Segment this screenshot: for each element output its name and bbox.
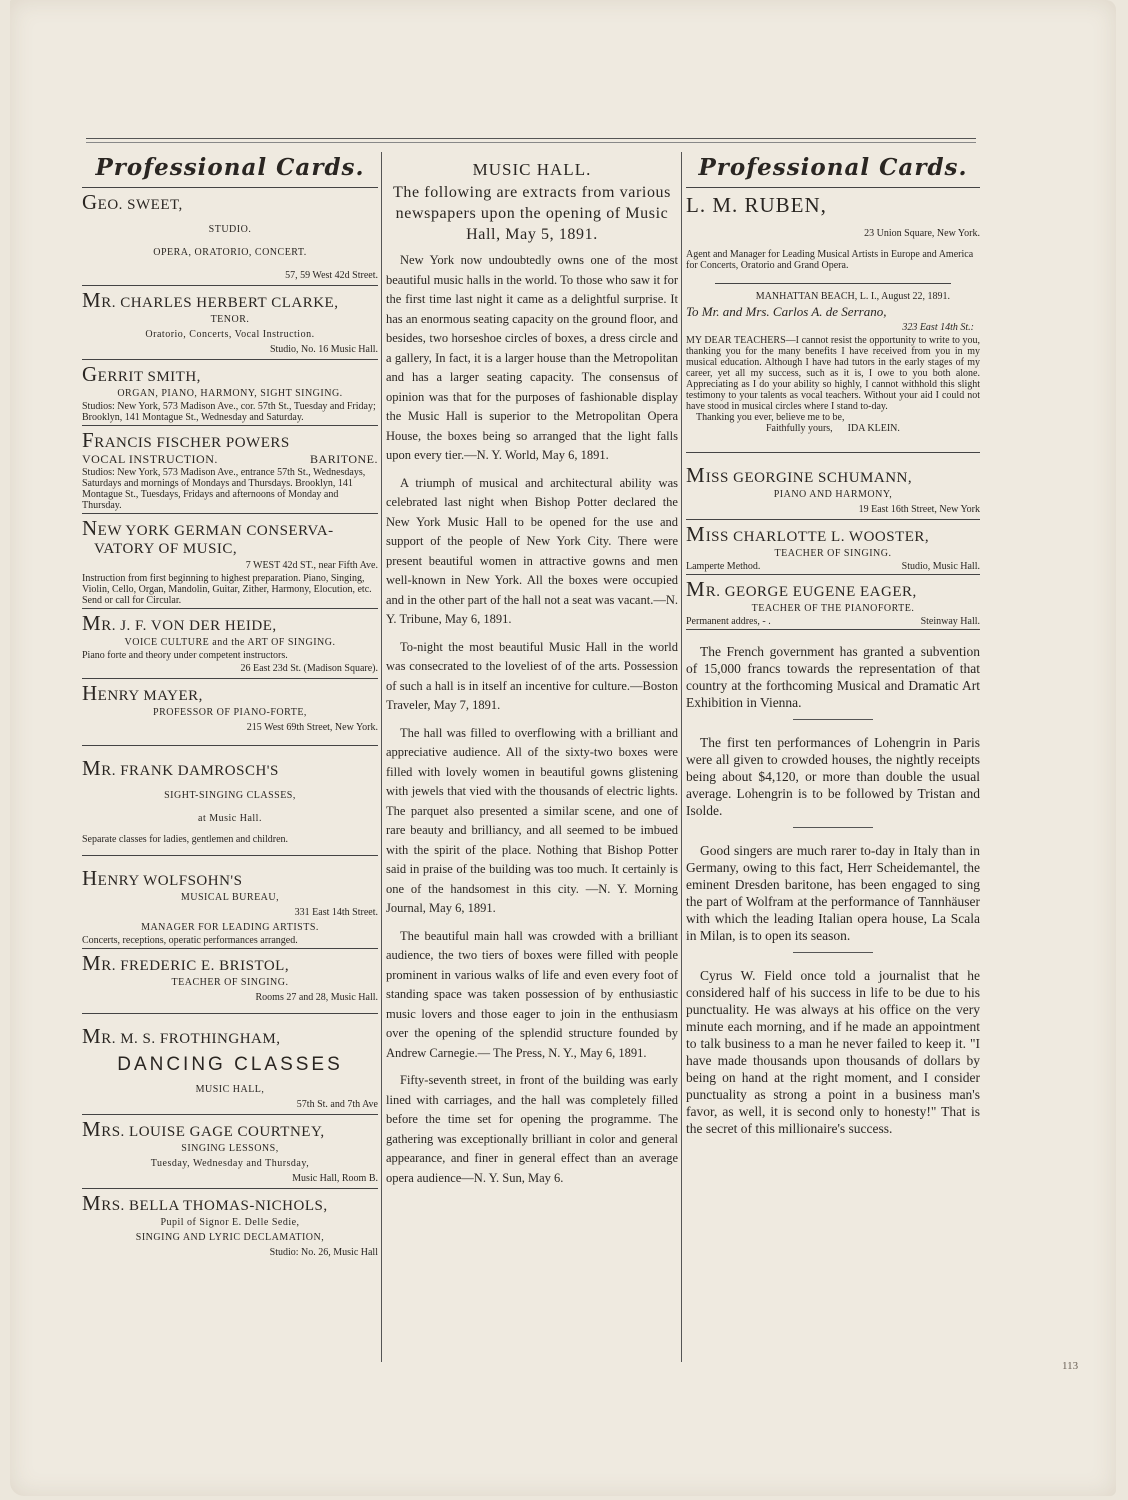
separator xyxy=(793,719,873,720)
top-rule-2 xyxy=(86,142,976,143)
letter: MANHATTAN BEACH, L. I., August 22, 1891. To Mr. and Mrs. Carlos A. de Serrano, 323 East 14th St.: MY DEAR TEACHERS—I cannot resist the opportunity to write to you, thanking you for the many benefits I have received from you in my musical education. Although I have had tutors in the early stages of my career, yet all my success, such as it is, I owe to you both alone. Appreciating as I do your ability so highly, I cannot withhold this slight testimony to your talents as vocal teachers. Without your aid I could not have stood in musical circles where I stand to-day. Thanking you ever, believe me to be, Faithfully yours, IDA KLEIN. xyxy=(686,291,980,434)
divider xyxy=(82,1114,378,1115)
card-conservatory: NEW YORK GERMAN CONSERVA- VATORY OF MUSIC, 7 WEST 42d ST., near Fifth Ave. Instruction from first beginning to highest preparation. Piano, Singing, Violin, Cello, Organ, Mandolin, Guitar, Zither, Harmony, Elocution, etc. Send or call for Circular. xyxy=(82,516,378,606)
right-heading: Professional Cards. xyxy=(698,154,968,181)
card-wolfsohn: HENRY WOLFSOHN'S MUSICAL BUREAU, 331 East 14th Street. MANAGER FOR LEADING ARTISTS. Concerts, receptions, operatic performances arranged. xyxy=(82,866,378,946)
divider xyxy=(686,629,980,630)
news-item-french: The French government has granted a subvention of 15,000 francs towards the representation of that country at the forthcoming Musical and Dramatic Art Exhibition in Vienna. xyxy=(686,644,980,710)
divider xyxy=(686,452,980,453)
divider xyxy=(82,948,378,949)
extract-world: New York now undoubtedly owns one of the most beautiful music halls in the world. To those who saw it for the first time last night it came as a delightful surprise. It has an enormous seating capacity on the ground floor, and besides, two horseshoe circles of boxes, a dress circle and a gallery, In fact, it is a larger house than the Metropolitan and has a larger seating capacity. The consensus of opinion was that for the purposes of fashionable display the Music Hall is superior to the Metropolitan Opera House, the boxes being so arranged that the light falls upon every tier.—N. Y. World, May 6, 1891. xyxy=(386,253,678,462)
extract-boston: To-night the most beautiful Music Hall in the world was consecrated to the loveliest of of the arts. Possession of such a hall is in itself an incentive for culture.—Boston Traveler, May 7, 1891. xyxy=(386,639,678,712)
card-wooster: MISS CHARLOTTE L. WOOSTER, TEACHER OF SINGING. Lamperte Method. Studio, Music Hall. xyxy=(686,522,980,572)
card-schumann: MISS GEORGINE SCHUMANN, PIANO AND HARMONY, 19 East 16th Street, New York xyxy=(686,463,980,515)
divider xyxy=(82,745,378,746)
top-rule xyxy=(86,138,976,139)
extract-tribune: A triumph of musical and architectural ability was celebrated last night when Bishop Potter declared the New York Music Hall to be opened for the use and support of the people of New York City. There were present beautiful women in attractive gowns and men well-known in New York. All the boxes were occupied and in the other part of the hall not a seat was vacant.—N. Y. Tribune, May 6, 1891. xyxy=(386,475,678,626)
card-nichols: MRS. BELLA THOMAS-NICHOLS, Pupil of Signor E. Delle Sedie, SINGING AND LYRIC DECLAMATION, Studio: No. 26, Music Hall xyxy=(82,1191,378,1258)
column-divider-1 xyxy=(381,152,382,1362)
divider xyxy=(82,1188,378,1189)
divider xyxy=(82,425,378,426)
divider xyxy=(686,519,980,520)
right-column xyxy=(686,150,980,1143)
news-item-field: Cyrus W. Field once told a journalist that he considered half of his success in life to be due to his punctuality. He was always at his office on the very minute each morning, and if he made an appointment to talk business to a man he never failed to keep it. "I have made thousands upon thousands of dollars by being on hand at the right moment, and I consider punctuality as strong a point in a business man's favor, as well, it is second only to honesty!" That is the secret of this millionaire's success. xyxy=(686,968,980,1136)
news-item-singers: Good singers are much rarer to-day in Italy than in Germany, owing to this fact, Herr Scheidemantel, the eminent Dresden baritone, has been engaged to sing the part of Wolfram at the performance of Tannhäuser with which the leading Italian opera house, La Scala in Milan, is to open its season. xyxy=(686,843,980,943)
left-heading: Professional Cards. xyxy=(95,154,365,181)
divider xyxy=(82,285,378,286)
page-number: 113 xyxy=(1062,1360,1079,1372)
divider xyxy=(82,187,378,188)
card-bristol: MR. FREDERIC E. BRISTOL, TEACHER OF SINGING. Rooms 27 and 28, Music Hall. xyxy=(82,951,378,1003)
card-ruben: L. M. RUBEN, 23 Union Square, New York. Agent and Manager for Leading Musical Artists in Europe and America for Concerts, Oratorio and Grand Opera. xyxy=(686,193,980,271)
middle-column xyxy=(386,150,678,1196)
extract-sun: Fifty-seventh street, in front of the building was early lined with carriages, and the hall was completely filled before the time set for opening the programme. The gathering was exceptionally brilliant in color and general appearance, and finer in general effect than an average opera audience—N. Y. Sun, May 6. xyxy=(386,1073,678,1185)
column-divider-2 xyxy=(681,152,682,1362)
card-courtney: MRS. LOUISE GAGE COURTNEY, SINGING LESSONS, Tuesday, Wednesday and Thursday, Music Hall, Room B. xyxy=(82,1117,378,1184)
article-intro: The following are extracts from various newspapers upon the opening of Music Hall, May 5, 1891. xyxy=(393,184,671,243)
divider xyxy=(82,855,378,856)
card-damrosch: MR. FRANK DAMROSCH'S SIGHT-SINGING CLASSES, at Music Hall. Separate classes for ladies, gentlemen and children. xyxy=(82,756,296,845)
card-mayer: HENRY MAYER, PROFESSOR OF PIANO-FORTE, 215 West 69th Street, New York. xyxy=(82,681,378,733)
separator xyxy=(793,827,873,828)
card-frothingham: MR. M. S. FROTHINGHAM, DANCING CLASSES MUSIC HALL, 57th St. and 7th Ave xyxy=(82,1024,378,1110)
article-title: MUSIC HALL. xyxy=(472,160,592,179)
divider xyxy=(82,359,378,360)
card-eager: MR. GEORGE EUGENE EAGER, TEACHER OF THE PIANOFORTE. Permanent addres, - . Steinway Hall. xyxy=(686,577,980,627)
news-item-lohengrin: The first ten performances of Lohengrin in Paris were all given to crowded houses, the nightly receipts being about $4,120, or more than double the usual average. Lohengrin is to be followed by Tristan and Isolde. xyxy=(686,735,980,818)
divider xyxy=(686,187,980,188)
divider xyxy=(82,1013,378,1014)
divider xyxy=(82,608,378,609)
left-column xyxy=(82,150,378,1260)
divider xyxy=(82,678,378,679)
card-powers: FRANCIS FISCHER POWERS VOCAL INSTRUCTION. BARITONE. Studios: New York, 573 Madison Ave., entrance 57th St., Wednesdays, Saturdays and mornings of Mondays and Thursdays. Brooklyn, 141 Montague St., Tuesdays, Fridays and afternoons of Monday and Thursday. xyxy=(82,428,378,511)
divider xyxy=(686,574,980,575)
divider xyxy=(715,283,950,284)
card-smith: GERRIT SMITH, ORGAN, PIANO, HARMONY, SIGHT SINGING. Studios: New York, 573 Madison Ave., cor. 57th St., Tuesday and Friday; Brooklyn, 141 Montague St., Wednesday and Saturday. xyxy=(82,362,376,423)
card-clarke: MR. CHARLES HERBERT CLARKE, TENOR. Oratorio, Concerts, Vocal Instruction. Studio, No. 16 Music Hall. xyxy=(82,288,378,355)
card-sweet: GEO. SWEET, STUDIO. OPERA, ORATORIO, CONCERT. 57, 59 West 42d Street. xyxy=(82,190,378,281)
extract-journal: The hall was filled to overflowing with a brilliant and appreciative audience. All of the sixty-two boxes were filled with lovely women in beautiful gowns glistening with jewels that vied with the thousands of electric lights. The parquet also presented a similar scene, and one of rare beauty and brilliancy, and all seemed to be imbued with the spirit of the place. Nothing that Bishop Potter said in praise of the building was too much. It certainly is one of the handsomest in this city. —N. Y. Morning Journal, May 6, 1891. xyxy=(386,725,678,915)
card-heide: MR. J. F. VON DER HEIDE, VOICE CULTURE and the ART OF SINGING. Piano forte and theory under competent instructors. 26 East 23d St. (Madison Square). xyxy=(82,611,378,674)
extract-press: The beautiful main hall was crowded with a brilliant audience, the two tiers of boxes were filled with people prominent in various walks of life and even every foot of standing space was taken possession of by enthusiastic music lovers and those eager to join in the enthusiasm over the opening of the splendid structure founded by Andrew Carnegie.— The Press, N. Y., May 6, 1891. xyxy=(386,928,678,1060)
divider xyxy=(82,513,378,514)
separator xyxy=(793,952,873,953)
